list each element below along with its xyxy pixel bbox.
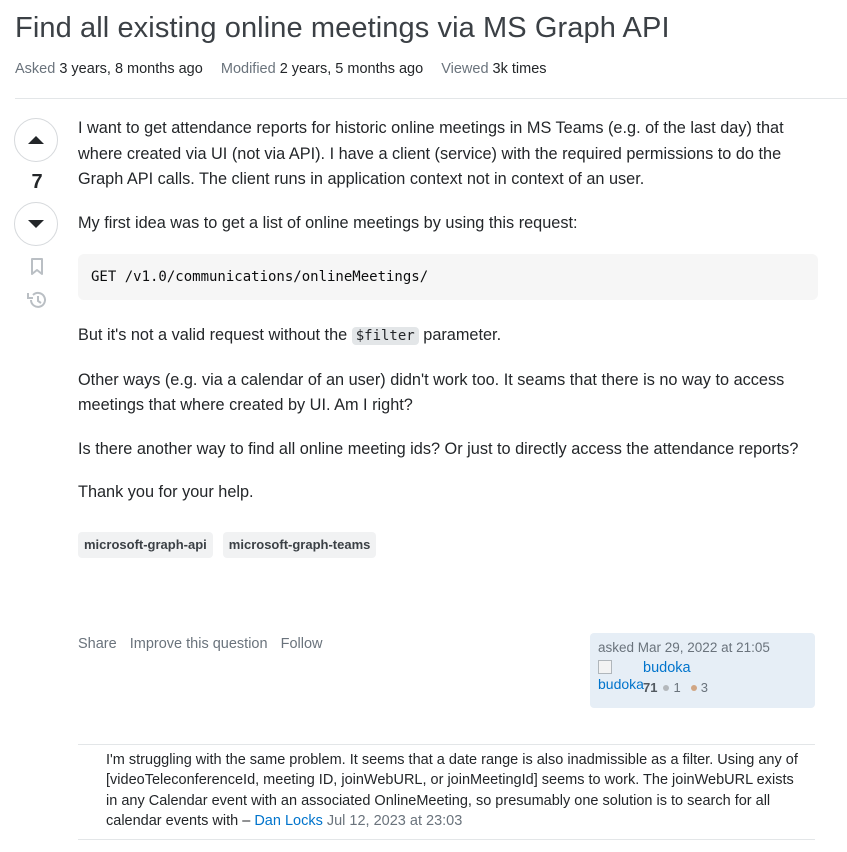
avatar[interactable]	[598, 660, 644, 696]
asked-date[interactable]: asked Mar 29, 2022 at 21:05	[598, 640, 770, 655]
share-link[interactable]: Share	[78, 636, 117, 652]
comment-list	[78, 744, 815, 840]
owner-card	[590, 633, 815, 708]
modified-label: Modified	[220, 61, 276, 77]
header-divider	[15, 98, 847, 99]
reputation-score: 71	[643, 680, 658, 695]
comment-text: I'm struggling with the same problem. It seems that a date range is also inadmissible as a filter. Using any of [videoTeleconferenceId, meeting ID, joinWebURL, or joinMeetingId] seems to work. The joinWebURL exists in any Calendar event with an associated OnlineMeeting, so presumably one solution is to search for all calendar events with	[106, 752, 798, 829]
silver-badge-icon	[663, 685, 669, 691]
p3-text-before: But it's not a valid request without the	[78, 326, 352, 344]
comment-separator: –	[238, 812, 255, 829]
post-actions	[78, 636, 332, 652]
body-paragraph-4: Other ways (e.g. via a calendar of an user) didn't work too. It seams that there is no way to access meetings that where created by UI. Am I right?	[78, 370, 785, 414]
reputation-line	[643, 680, 708, 695]
body-paragraph-2: My first idea was to get a list of online meetings by using this request:	[78, 213, 578, 232]
question-title[interactable]: Find all existing online meetings via MS Graph API	[15, 12, 670, 44]
tag-microsoft-graph-api[interactable]: microsoft-graph-api	[78, 532, 213, 558]
question-meta	[15, 61, 561, 77]
viewed-value: 3k times	[492, 61, 547, 77]
inline-code-filter: $filter	[352, 327, 419, 345]
bookmark-button[interactable]	[14, 258, 60, 276]
tag-microsoft-graph-teams[interactable]: microsoft-graph-teams	[223, 532, 377, 558]
modified-value[interactable]: 2 years, 5 months ago	[279, 61, 424, 77]
downvote-arrow-icon	[27, 219, 45, 229]
owner-name-link[interactable]: budoka	[643, 660, 691, 676]
asked-value: 3 years, 8 months ago	[59, 61, 203, 77]
viewed-label: Viewed	[441, 61, 489, 77]
comment-date[interactable]: Jul 12, 2023 at 23:03	[326, 812, 463, 829]
history-icon	[26, 290, 48, 310]
comment	[78, 745, 815, 839]
vote-count: 7	[31, 171, 43, 193]
asked-label: Asked	[15, 61, 56, 77]
bronze-badge-count: 3	[700, 680, 708, 695]
question-body	[78, 116, 818, 558]
follow-link[interactable]: Follow	[280, 636, 323, 652]
upvote-arrow-icon	[27, 135, 45, 145]
body-paragraph-5: Is there another way to find all online meeting ids? Or just to directly access the attendance reports?	[78, 439, 799, 458]
bookmark-icon	[30, 258, 44, 276]
body-paragraph-3	[78, 323, 818, 350]
body-paragraph-1: I want to get attendance reports for historic online meetings in MS Teams (e.g. of the last day) that where created via UI (not via API). I have a client (service) with the required permissions to do the Graph API calls. The client runs in application context not in context of an user.	[78, 119, 784, 188]
broken-image-icon	[598, 660, 612, 674]
upvote-button[interactable]	[14, 118, 58, 162]
comment-user-link[interactable]: Dan Locks	[254, 812, 323, 829]
bronze-badge-icon	[691, 685, 697, 691]
code-block: GET /v1.0/communications/onlineMeetings/	[78, 254, 818, 300]
p3-text-after: parameter.	[418, 326, 502, 344]
tag-list	[78, 532, 818, 558]
silver-badge-count: 1	[673, 680, 681, 695]
vote-cell	[14, 118, 60, 310]
activity-history-button[interactable]	[14, 290, 60, 310]
improve-question-link[interactable]: Improve this question	[129, 636, 268, 652]
avatar-alt-text: budoka	[598, 676, 644, 692]
downvote-button[interactable]	[14, 202, 58, 246]
body-paragraph-6: Thank you for your help.	[78, 483, 254, 501]
